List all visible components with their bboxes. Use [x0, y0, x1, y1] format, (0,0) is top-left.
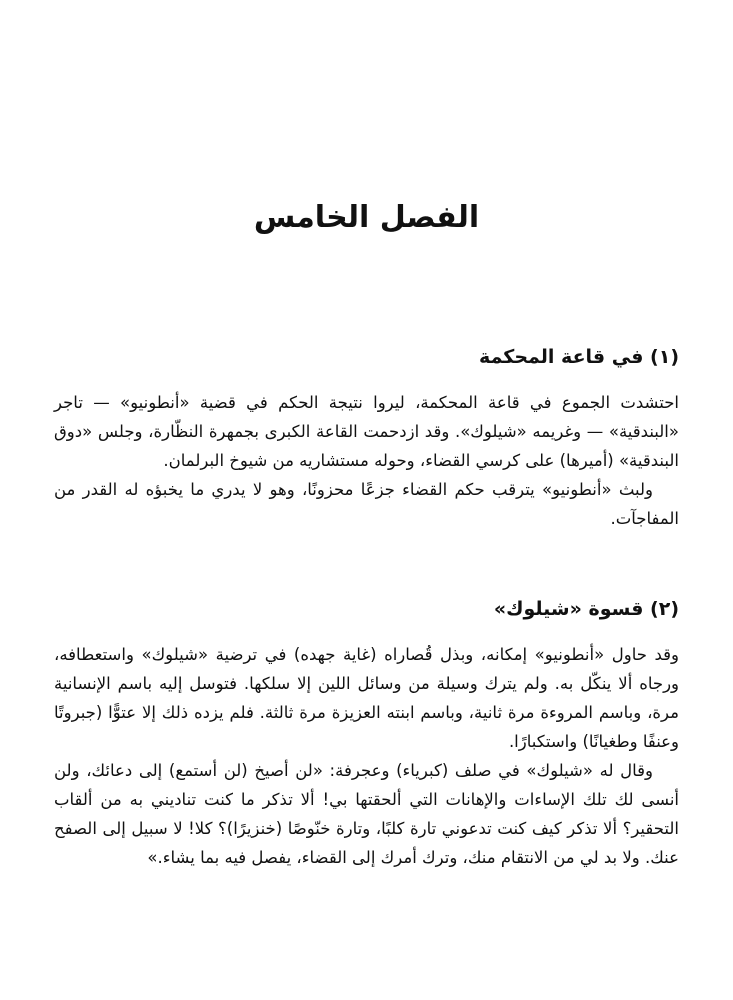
- section-heading: (١) في قاعة المحكمة: [479, 346, 679, 368]
- paragraph: احتشدت الجموع في قاعة المحكمة، ليروا نتيجة الحكم في قضية «أنطونيو» — تاجر «البندقية» — وغريمه «شيلوك». وقد ازدحمت القاعة الكبرى بجمهرة النظّارة، وجلس «دوق البندقية» (أميرها) على كرسي القضاء، وحوله مستشاريه من شيوخ البرلمان.: [54, 393, 679, 470]
- paragraph: وقد حاول «أنطونيو» إمكانه، وبذل قُصاراه (غاية جهده) في ترضية «شيلوك» واستعطافه، ورجاه ألا ينكّل به. ولم يترك وسيلة من وسائل اللين إلا سلكها. فتوسل إليه باسم الإنسانية مرة، وباسم المروءة مرة ثانية، وباسم ابنته العزيزة مرة ثالثة. فلم يزده ذلك إلا عتوًّا (جبروتًا وعنفًا وطغيانًا) واستكبارًا.: [54, 645, 679, 751]
- paragraph: وقال له «شيلوك» في صلف (كبرياء) وعجرفة: «لن أصيخ (لن أستمع) إلى دعائك، ولن أنسى لك تلك الإساءات والإهانات التي ألحقتها بي! ألا تذكر ما كنت تناديني به من ألقاب التحقير؟ ألا تذكر كيف كنت تدعوني تارة كلبًا، وتارة خنّوصًا (خنزيرًا)؟ كلا! لا سبيل إلى الصفح عنك. ولا بد لي من الانتقام منك، وترك أمرك إلى القضاء، يفصل فيه بما يشاء.»: [54, 761, 679, 867]
- section-shylock-cruelty: [54, 598, 679, 872]
- chapter-title: الفصل الخامس: [253, 200, 480, 235]
- section-heading: (٢) قسوة «شيلوك»: [493, 598, 679, 620]
- section-court-hall: [54, 346, 679, 533]
- paragraph: ولبث «أنطونيو» يترقب حكم القضاء جزعًا محزونًا، وهو لا يدري ما يخبؤه له القدر من المفاجآت.: [54, 480, 679, 528]
